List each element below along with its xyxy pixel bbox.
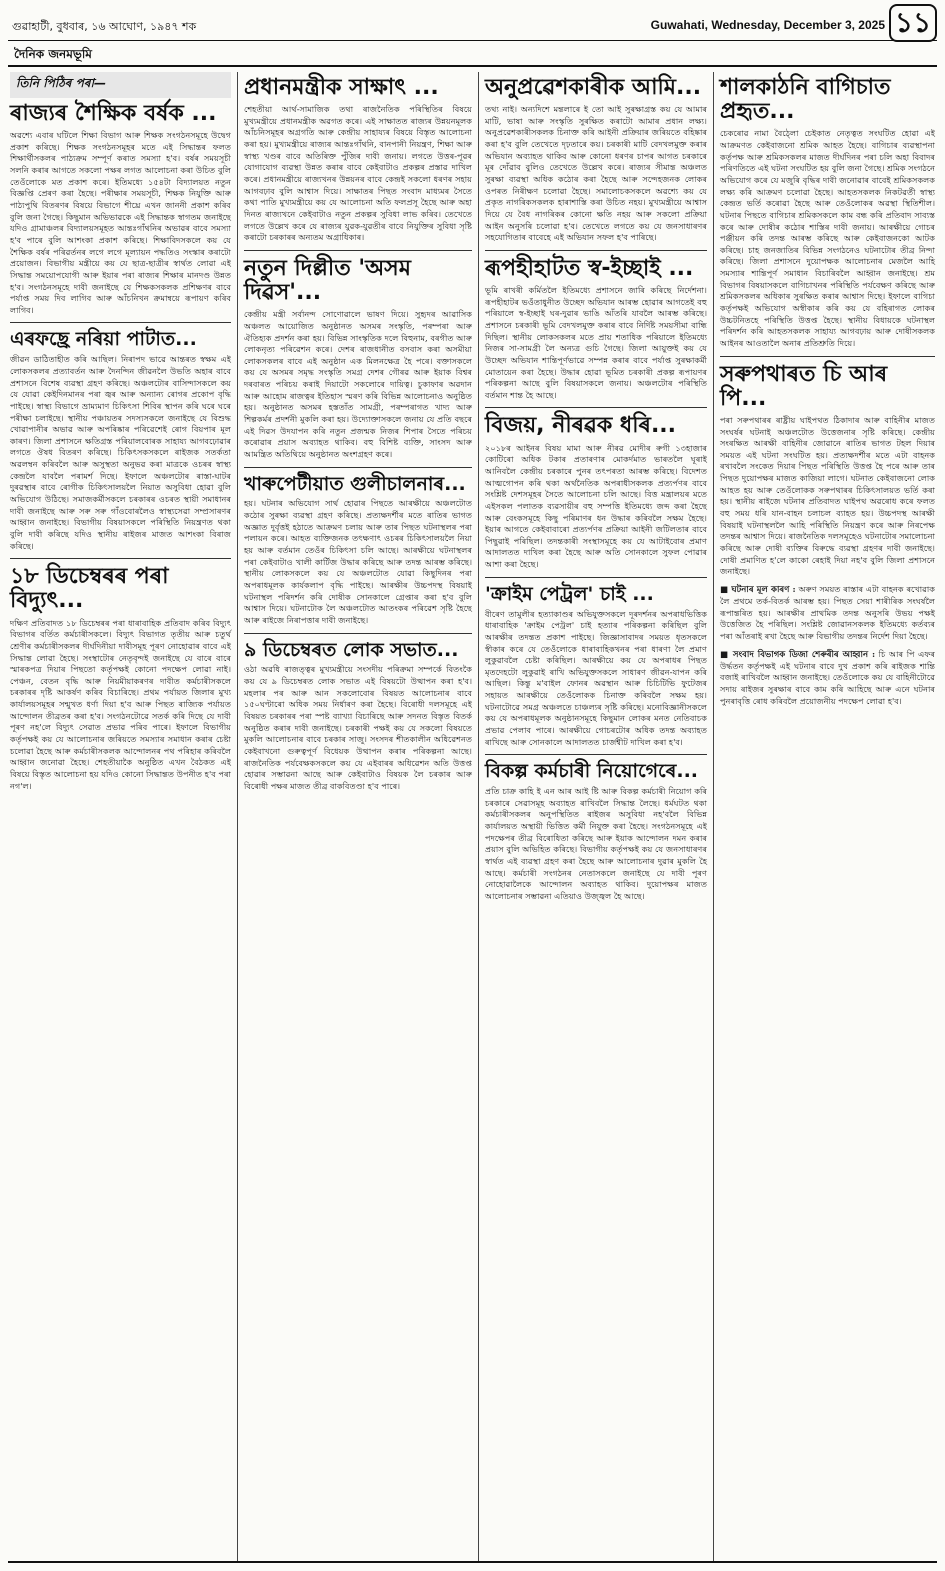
bottom-rule — [8, 1561, 937, 1563]
article-body: হয়। ঘটনাৰ অভিযোগ সাৰ্থ হোৱাৰ পিছতে আৰক্ষীয়ে অঞ্চলটোত কঠোৰ সুৰক্ষা ব্যৱস্থা গ্ৰহণ কৰিছে। প্ৰত্যক্ষদৰ্শীৰ মতে ৰাতিৰ ভাগত অজ্ঞাত দুৰ্বৃত্তই হঠাতে আক্ৰমণ চলায় আৰু তাৰ পিছত ঘটনাস্থলৰ পৰা পলায়ন কৰে। আহত ব্যক্তিজনক তৎক্ষণাৎ ওচৰৰ চিকিৎসালয়লৈ নিয়া হয় আৰু বৰ্তমান তেওঁৰ চিকিৎসা চলি আছে। আৰক্ষীয়ে ঘটনাস্থলৰ পৰা কেইবাটাও খালী কাৰ্টিজ উদ্ধাৰ কৰিছে আৰু তদন্ত আৰম্ভ কৰিছে। স্থানীয় লোকসকলে কয় যে অঞ্চলটোত যোৱা কিছুদিনৰ পৰা অপৰাধমূলক কাৰ্যকলাপ বৃদ্ধি পাইছে। আৰক্ষীৰ উচ্চপদস্থ বিষয়াই ঘটনাস্থল পৰিদৰ্শন কৰি দোষীক সোনকালে গ্ৰেপ্তাৰ কৰা হ'ব বুলি আশ্বাস দিয়ে। ঘটনাটোক লৈ অঞ্চলটোত আতংকৰ পৰিৱেশ সৃষ্টি হৈছে আৰু ৰাইজে নিৰাপত্তাৰ দাবী জনাইছে। — [244, 498, 472, 625]
article-body: ওঠা অৱধি ৰাজত্ত্বৰ মুখ্যমন্ত্ৰীয়ে সংসদীয় পৰিক্ৰমা সম্পৰ্কে বিতংকৈ কয় যে ৯ ডিচেম্বৰত লোক সভাত এই বিষয়টো উত্থাপন কৰা হ'ব। মহলাৰ পৰ আৰু আন সকলোবোৰ বিষয়ত আলোচনাৰ বাবে ১৫০ঘণ্টাৰো অধিক সময় নিৰ্ধাৰণ কৰা হৈছে। বিৰোধী দলসমূহে এই বিষয়ত চৰকাৰৰ পৰা স্পষ্ট ব্যাখ্যা বিচাৰিছে আৰু সদনত বিস্তৃত বিতৰ্ক অনুষ্ঠিত কৰাৰ দাবী জনাইছে। চৰকাৰী পক্ষই কয় যে সকলো বিষয়তে মুকলি আলোচনাৰ বাবে চৰকাৰ সাজু। সংসদৰ শীতকালীন অধিৱেশনত কেইবাখনো গুৰুত্বপূৰ্ণ বিধেয়ক উত্থাপন কৰাৰ পৰিকল্পনা আছে। ৰাজনৈতিক পৰ্যবেক্ষকসকলে কয় যে এইবাৰৰ অধিৱেশন অতি উত্তপ্ত হোৱাৰ সম্ভাৱনা আছে আৰু কেইবাটাও বিষয়ক লৈ চৰকাৰ আৰু বিৰোধী পক্ষৰ মাজত তীব্ৰ বাকবিতণ্ডা হ'ব পাৰে। — [244, 664, 472, 791]
masthead-strip — [8, 43, 937, 67]
column-rule — [237, 72, 238, 1562]
headline: সৰুপথাৰত চি আৰ পি... — [720, 361, 888, 411]
article-body: বীৰেণ তামুলীৰ হত্যাকাণ্ডৰ অভিযুক্তসকলে দূৰদৰ্শনৰ অপৰাধভিত্তিক ধাৰাবাহিক 'ক্ৰাইম পেট্ৰল' চাই হত্যাৰ পৰিকল্পনা কৰিছিল বুলি আৰক্ষীৰ তদন্তত প্ৰকাশ পাইছে। জিজ্ঞাসাবাদৰ সময়ত ধৃতসকলে স্বীকাৰ কৰে যে তেওঁলোকে ধাৰাবাহিকখনৰ পৰা ধাৰণা লৈ প্ৰমাণ লুকুৱাবলৈ চেষ্টা কৰিছিল। আৰক্ষীয়ে কয় যে অপৰাধৰ পিছত মৃতদেহটো লুকুৱাই ৰাখি অভিযুক্তসকলে সাধাৰণ জীৱন-যাপন কৰি আছিল। কিন্তু ম'বাইল ফোনৰ অৱস্থান আৰু চিচিটিভি ফুটেজৰ সহায়ত আৰক্ষীয়ে তেওঁলোকক চিনাক্ত কৰিবলৈ সক্ষম হয়। ঘটনাটোৱে সমগ্ৰ অঞ্চলতে চাঞ্চল্যৰ সৃষ্টি কৰিছে। মনোবিজ্ঞানীসকলে কয় যে অপৰাধমূলক অনুষ্ঠানসমূহে কিছুমান লোকৰ মনত নেতিবাচক প্ৰভাৱ পেলাব পাৰে। আৰক্ষীয়ে গোচৰটোৰ অধিক তদন্ত অব্যাহত ৰাখিছে আৰু সোনকালে আদালতত চাৰ্জশ্বীট দাখিল কৰা হ'ব। — [485, 608, 707, 747]
column-rule — [478, 72, 479, 1562]
headline: বিজয়, নীৰৱক ধৰি... — [485, 413, 677, 439]
subsection-label: ■ ঘটনাৰ মূল কাৰণ : — [720, 584, 796, 595]
headline: প্ৰধানমন্ত্ৰীক সাক্ষাৎ ... — [244, 75, 439, 100]
dateline-assamese: গুৱাহাটী, বুধবাৰ, ১৬ আঘোণ, ১৯৪৭ শক — [12, 20, 197, 33]
divider — [244, 633, 472, 634]
column-1 — [10, 72, 231, 798]
headline: খাৰুপেটীয়াত গুলীচালনাৰ... — [244, 472, 466, 495]
headline: নতুন দিল্লীত 'অসম দিৱস'... — [244, 255, 411, 306]
column-2 — [244, 72, 472, 798]
headline: বিকল্প কৰ্মচাৰী নিয়োগেৰে... — [485, 760, 699, 783]
page-header — [8, 6, 937, 41]
article-body: ২০১৮ৰ আইনৰ বিষয় মামা আৰু নীৰৱ মোদীৰ ৰুগী ১৩হাজাৰ কোটিৰো অধিক টকাৰ প্ৰতাৰণাৰ মোকৰ্দমাত ভাৰতলৈ ঘূৰাই আনিবলৈ কেন্দ্ৰীয় চৰকাৰে পুনৰ তৎপৰতা আৰম্ভ কৰিছে। বিদেশত আত্মগোপন কৰি থকা অৰ্থনৈতিক অপৰাধীসকলক প্ৰত্যৰ্পণৰ বাবে সংশ্লিষ্ট দেশসমূহৰ সৈতে আলোচনা চলি আছে। বিত্ত মন্ত্ৰালয়ৰ মতে এইসকল পলাতক ব্যৱসায়ীৰ বহু সম্পত্তি ইতিমধ্যে জব্দ কৰা হৈছে আৰু বেংকসমূহে কিছু পৰিমাণৰ ধন উদ্ধাৰ কৰিবলৈ সক্ষম হৈছে। ইয়াৰ আগতে কেইবাবাৰো প্ৰত্যৰ্পণৰ প্ৰক্ৰিয়া আইনী জটিলতাৰ বাবে পিছুৱাই পৰিছিল। তদন্তকাৰী সংস্থাসমূহে কয় যে আটাইবোৰ প্ৰমাণ আদালতত দাখিল কৰা হৈছে আৰু অতি সোনকালে সুফল পোৱাৰ আশা কৰা হৈছে। — [485, 442, 707, 570]
divider — [485, 250, 707, 251]
headline: ৰূপহীহাটত স্ব-ইচ্ছাই ... — [485, 255, 694, 281]
subsection — [720, 584, 935, 643]
newspaper-page — [8, 6, 937, 1565]
divider — [244, 250, 472, 251]
article-body: দক্ষিণ প্ৰতিবাদত ১৮ ডিচেম্বৰৰ পৰা ধাৰাবাহিক প্ৰতিবাদ কৰিব বিদ্যুৎ বিভাগৰ বৰ্তিত কৰ্মচাৰীসকলে। বিদ্যুৎ বিভাগত তৃতীয় আৰু চতুৰ্থ শ্ৰেণীৰ কৰ্মচাৰীসকলৰ দীৰ্ঘদিনীয়া দাবীসমূহ পূৰণ নোহোৱাৰ বাবে এই সিদ্ধান্ত লোৱা হৈছে। সংস্থাটোৰ নেতৃবৃন্দই জনাইছে যে বাৰে বাৰে স্মাৰকপত্ৰ দিয়াৰ পিছতো কৰ্তৃপক্ষই কোনো পদক্ষেপ লোৱা নাই। পেঞ্চন, বেতন বৃদ্ধি আৰু নিয়মীয়াকৰণৰ দাবীত কৰ্মচাৰীসকলে চৰকাৰৰ দৃষ্টি আকৰ্ষণ কৰিব বিচাৰিছে। প্ৰথম পৰ্যায়ত জিলাৰ মুখ্য কাৰ্যালয়সমূহৰ সন্মুখত ধৰ্ণা দিয়া হ'ব আৰু পিছত ৰাজ্যিক পৰ্যায়ত আন্দোলন তীব্ৰতৰ কৰা হ'ব। সংগঠনটোৱে সতৰ্ক কৰি দিছে যে দাবী পূৰণ নহ'লে বিদ্যুৎ সেৱাত প্ৰভাৱ পৰিব পাৰে। ইফালে বিভাগীয় কৰ্তৃপক্ষই কয় যে আলোচনাৰ জৰিয়তে সমস্যাৰ সমাধান কৰাৰ চেষ্টা চলোৱা হৈছে আৰু কৰ্মচাৰীসকলক আন্দোলনৰ পথ পৰিহাৰ কৰিবলৈ আহ্বান জনোৱা হৈছে। শেহতীয়াকৈ অনুষ্ঠিত এখন বৈঠকত এই বিষয়ে বিস্তৃত আলোচনা হয় যদিও কোনো সিদ্ধান্তত উপনীত হ'ব পৰা নগ'ল। — [10, 617, 231, 791]
headline: ৯ ডিচেম্বৰত লোক সভাত... — [244, 638, 459, 661]
divider — [485, 754, 707, 755]
subsection-body: চি আৰ পি এফৰ উৰ্দ্ধতন কৰ্তৃপক্ষই এই ঘটনাৰ বাবে দুখ প্ৰকাশ কৰি ৰাইজক শান্তি বজাই ৰাখিবলৈ আহ্বান জনাইছে। তেওঁলোকে কয় যে বাহিনীটোৱে সদায় ৰাইজৰ সুৰক্ষাৰ বাবে কাম কৰি আহিছে আৰু এনে ঘটনাৰ পুনৰাবৃত্তি ৰোধ কৰিবলৈ প্ৰয়োজনীয় পদক্ষেপ লোৱা হ'ব। — [720, 648, 936, 706]
headline: শালকাঠনি বাগিচাত প্ৰহৃত... — [720, 75, 891, 125]
page-number: ১১ — [889, 4, 937, 42]
article-body: কেন্দ্ৰীয় মন্ত্ৰী সৰ্বানন্দ সোণোৱালে ভাষণ দিয়ে। সুহৃদৰ আৱাসিক অঞ্চলত আয়োজিত অনুষ্ঠানত অসমৰ সংস্কৃতি, পৰম্পৰা আৰু ঐতিহ্যক প্ৰদৰ্শন কৰা হয়। বিভিন্ন সাংস্কৃতিক দলে বিহুনাম, বৰগীত আৰু লোকনৃত্য পৰিৱেশন কৰে। দেশৰ ৰাজধানীত বসবাস কৰা অসমীয়া লোকসকলৰ বাবে এই অনুষ্ঠান এক মিলনক্ষেত্ৰ হৈ পৰে। বক্তাসকলে কয় যে অসমৰ সমৃদ্ধ সংস্কৃতি সমগ্ৰ দেশৰ গৌৰৱ আৰু ইয়াক বিশ্বৰ দৰবাৰত পৰিচয় কৰাই দিয়াটো সকলোৰে দায়িত্ব। চুকাফাৰ অৱদান আৰু আহোম ৰাজত্বৰ ইতিহাস স্মৰণ কৰি বিভিন্ন আলোচনাও অনুষ্ঠিত হয়। অনুষ্ঠানত অসমৰ হস্ততাঁত সামগ্ৰী, পৰম্পৰাগত খাদ্য আৰু শিল্পকৰ্মৰ প্ৰদৰ্শনী মুকলি কৰা হয়। উদ্যোক্তাসকলে জনায় যে প্ৰতি বছৰে এই দিৱস উদযাপন কৰি নতুন প্ৰজন্মক নিজৰ শিপাৰ সৈতে পৰিচয় কৰোৱাৰ প্ৰয়াস অব্যাহত থাকিব। বহু বিশিষ্ট ব্যক্তি, সাংসদ আৰু আমন্ত্ৰিত অতিথিয়ে অনুষ্ঠানত অংশগ্ৰহণ কৰে। — [244, 309, 472, 459]
headline: ১৮ ডিচেম্বৰৰ পৰা বিদ্যুৎ... — [10, 564, 169, 614]
subsection-body: অৰুণ সময়ত ৰাস্তাৰ এটা বাহনক ৰখোৱাক লৈ প্ৰথমে তৰ্ক-বিতৰ্ক আৰম্ভ হয়। পিছত সেয়া শাৰীৰিক সংঘৰ্ষলৈ ৰূপান্তৰিত হয়। আৰক্ষীৰ প্ৰাথমিক তদন্ত অনুসৰি উভয় পক্ষই উত্তেজিত হৈ পৰিছিল। সংশ্লিষ্ট জোৱানসকলক ইতিমধ্যে কৰ্তব্যৰ পৰা আঁতৰাই ৰখা হৈছে আৰু বিভাগীয় তদন্তৰ নিৰ্দেশ দিয়া হৈছে। — [720, 583, 935, 641]
headline: অনুপ্ৰৱেশকাৰীক আমি... — [485, 75, 702, 100]
newspaper-brand: দৈনিক জনমভূমি — [14, 47, 92, 61]
divider — [720, 356, 935, 357]
article-body: জীৱন ডাঠিতাহীত কৰি আছিল। নিৰাপদ ভাৱে আন্তৰত স্বক্ষম এই লোকসকলৰ প্ৰত্যাবৰ্তন আৰু দৈনন্দিন জীৱনলৈ উভতি অহাৰ বাবে প্ৰশাসনে বিশেষ ব্যৱস্থা গ্ৰহণ কৰিছে। অঞ্চলটোৰ বাসিন্দাসকলে কয় যে যোৱা কেইদিনমানৰ পৰা জ্বৰ আৰু অন্যান্য ৰোগৰ প্ৰকোপ বৃদ্ধি পাইছে। স্বাস্থ্য বিভাগে ভ্ৰাম্যমাণ চিকিৎসা শিবিৰ স্থাপন কৰি ঘৰে ঘৰে পৰীক্ষা চলাইছে। স্থানীয় পঞ্চায়তৰ সদস্যসকলে জনাইছে যে বিশুদ্ধ খোৱাপানীৰ অভাৱ আৰু অপৰিষ্কাৰ পৰিৱেশেই ৰোগ বিয়পাৰ মূল কাৰণ। জিলা প্ৰশাসনে ক্ষতিগ্ৰস্ত পৰিয়ালবোৰক সাহায্য আগবঢ়োৱাৰ লগতে ঔষধ বিতৰণ কৰিছে। চিকিৎসকসকলে ৰাইজক সতৰ্কতা অৱলম্বন কৰিবলৈ আৰু অসুস্থতা অনুভৱ কৰা মাত্ৰকে ওচৰৰ স্বাস্থ্য কেন্দ্ৰলৈ যাবলৈ পৰামৰ্শ দিছে। ইফালে অঞ্চলটোৰ ৰাস্তা-ঘাটৰ দুৰৱস্থাৰ বাবে ৰোগীক চিকিৎসালয়লৈ নিয়াত অসুবিধা হোৱা বুলি অভিযোগ উঠিছে। সমাজকৰ্মীসকলে চৰকাৰৰ ওচৰত স্থায়ী সমাধানৰ দাবী জনাইছে আৰু সৰু সৰু গাঁওবোৰলৈও স্বাস্থ্যসেৱা সম্প্ৰসাৰণৰ আহ্বান জনাইছে। বিভাগীয় বিষয়াসকলে পৰিস্থিতি নিয়ন্ত্ৰণত থকা বুলি দাবী কৰিছে যদিও স্থানীয় ৰাইজৰ মাজত আশংকা বিৰাজ কৰিছে। — [10, 354, 231, 551]
divider — [485, 407, 707, 408]
subsection — [720, 649, 935, 708]
article-body: তথ্য নাই। অন্যদিশে মন্তলাৰে ই তো আই সুৰক্ষাগ্ৰস্ত কয় যে আমাৰ মাটি, ভাষা আৰু সংস্কৃতি সুৰক্ষিত কৰাটো আমাৰ প্ৰধান লক্ষ্য। অনুপ্ৰৱেশকাৰীসকলক চিনাক্ত কৰি আইনী প্ৰক্ৰিয়াৰ জৰিয়তে বহিষ্কাৰ কৰা হ'ব বুলি তেখেতে দৃঢ়তাৰে কয়। চৰকাৰী মাটি বেদখলমুক্ত কৰাৰ অভিযান অব্যাহত থাকিব আৰু কোনো ধৰণৰ চাপৰ আগত চৰকাৰে মূৰ দোঁৱাব বুলিও তেখেতে উল্লেখ কৰে। ৰাজ্যৰ সীমান্ত অঞ্চলত সুৰক্ষা ব্যৱস্থা অধিক কঠোৰ কৰা হৈছে আৰু সন্দেহজনক লোকৰ ওপৰত নিৰীক্ষণ চলোৱা হৈছে। সমালোচকসকলে অৱশ্যে কয় যে প্ৰকৃত নাগৰিকসকলক হাৰাশাস্তি কৰা উচিত নহয়। মুখ্যমন্ত্ৰীয়ে আশ্বাস দিয়ে যে বৈধ নাগৰিকৰ কোনো ক্ষতি নহয় আৰু সকলো প্ৰক্ৰিয়া আইন অনুসৰি চলোৱা হ'ব। তেখেতে লগতে কয় যে জনসাধাৰণৰ সহযোগিতাৰ বাবেহে এই অভিযান সফল হ'ব পাৰিছে। — [485, 104, 707, 243]
article-body: প্ৰতি চাক্ৰ কাহি ই এন আৰ আই ষ্টি আৰু বিকল্প কৰ্মচাৰী নিয়োগ কৰি চৰকাৰে সেৱাসমূহ অব্যাহত ৰাখিবলৈ সিদ্ধান্ত লৈছে। ধৰ্মঘটত থকা কৰ্মচাৰীসকলৰ অনুপস্থিতিত ৰাইজৰ অসুবিধা নহ'বলৈ বিভিন্ন কাৰ্যালয়ত অস্থায়ী ভিত্তিত কৰ্মী নিযুক্ত কৰা হৈছে। সংগঠনসমূহে এই পদক্ষেপৰ তীব্ৰ বিৰোধিতা কৰিছে আৰু ইয়াক আন্দোলন দমন কৰাৰ প্ৰয়াস বুলি অভিহিত কৰিছে। বিভাগীয় কৰ্তৃপক্ষই কয় যে জনসাধাৰণৰ স্বাৰ্থত এই ব্যৱস্থা গ্ৰহণ কৰা হৈছে আৰু আলোচনাৰ দুৱাৰ মুকলি হৈ আছে। কৰ্মচাৰী সংগঠনৰ নেতাসকলে জনাইছে যে দাবী পূৰণ নোহোৱালৈকে আন্দোলন অব্যাহত থাকিব। দুয়োপক্ষৰ মাজত আলোচনাৰ সম্ভাৱনা এতিয়াও উজ্জ্বল হৈ আছে। — [485, 786, 707, 901]
article-body: অৱশ্যে এবাৰ ঘটিলে শিক্ষা বিভাগ আৰু শিক্ষক সংগঠনসমূহে উদ্বেগ প্ৰকাশ কৰিছে। শিক্ষক সংগঠনসমূহৰ মতে এই সিদ্ধান্তৰ ফলত শিক্ষাৰ্থীসকলৰ পাঠ্যক্ৰম সম্পূৰ্ণ কৰাত সমস্যা হ'ব। বৰ্ষৰ সময়সূচী সলনি কৰাৰ আগতে সকলো পক্ষৰ লগত আলোচনা কৰা উচিত বুলি তেওঁলোকে মত প্ৰকাশ কৰে। ইতিমধ্যে ১৫৪টা বিদ্যালয়ত নতুন বিজ্ঞপ্তি প্ৰেৰণ কৰা হৈছে। পৰীক্ষাৰ সময়সূচী, শিক্ষক নিযুক্তি আৰু পাঠ্যপুথি বিতৰণৰ বিষয়ে বিভাগে শীঘ্ৰে এখন জাননী প্ৰকাশ কৰিব বুলি জনা গৈছে। কিছুমান অভিভাৱকে এই সিদ্ধান্তক স্বাগতম জনাইছে যদিও গ্ৰামাঞ্চলৰ বিদ্যালয়সমূহত আন্তঃগাঁথনিৰ অভাৱৰ বাবে সমস্যা হ'ব পাৰে বুলি আশংকা প্ৰকাশ কৰিছে। শিক্ষাবিদসকলে কয় যে শৈক্ষিক বৰ্ষৰ পৰিৱৰ্তনৰ লগে লগে মূল্যায়ন পদ্ধতিও সংস্কাৰ কৰাটো প্ৰয়োজন। বিভাগীয় মন্ত্ৰীয়ে কয় যে ছাত্ৰ-ছাত্ৰীৰ স্বাৰ্থত লোৱা এই সিদ্ধান্ত সময়োপযোগী আৰু ইয়াৰ পৰা ৰাজ্যৰ শিক্ষাৰ মানদণ্ড উন্নত হ'ব। সংগঠনসমূহে দাবী জনাইছে যে শিক্ষকসকলক প্ৰশিক্ষণৰ বাবে পৰ্যাপ্ত সময় দিব লাগিব আৰু আঁচনিখন ক্ৰমান্বয়ে ৰূপায়ণ কৰিব লাগিব। — [10, 130, 231, 315]
article-body: চেকৰোৱ নামা বৈঠ্লো চেইকাত নেতৃত্বত সংঘটিত হোৱা এই আক্ৰমণত কেইবাজনো শ্ৰমিক আহত হৈছে। বাগিচাৰ ব্যৱস্থাপনা কৰ্তৃপক্ষ আৰু শ্ৰমিকসকলৰ মাজত দীৰ্ঘদিনৰ পৰা চলি অহা বিবাদৰ পৰিণতিতে এই ঘটনা সংঘটিত হয় বুলি জনা গৈছে। শ্ৰমিক সংগঠনে অভিযোগ কৰে যে মজুৰি বৃদ্ধিৰ দাবী জনোৱাৰ বাবেই শ্ৰমিকসকলক লক্ষ্য কৰি আক্ৰমণ চলোৱা হৈছে। আহতসকলক নিকটৱৰ্তী স্বাস্থ্য কেন্দ্ৰত ভৰ্তি কৰোৱা হৈছে আৰু তেওঁলোকৰ অৱস্থা স্থিতিশীল। ঘটনাৰ পিছতে বাগিচাৰ শ্ৰমিকসকলে কাম বন্ধ কৰি প্ৰতিবাদ সাব্যস্ত কৰে আৰু দোষীৰ কঠোৰ শাস্তিৰ দাবী জনায়। আৰক্ষীয়ে গোচৰ পঞ্জীয়ন কৰি তদন্ত আৰম্ভ কৰিছে আৰু কেইবাজনকো আটক কৰিছে। চাহ জনজাতিৰ বিভিন্ন সংগঠনেও ঘটনাটোৰ তীব্ৰ নিন্দা কৰিছে। জিলা প্ৰশাসনে দুয়োপক্ষক আলোচনাৰ মেজলৈ আহি সমস্যাৰ শান্তিপূৰ্ণ সমাধান বিচাৰিবলৈ আহ্বান জনাইছে। শ্ৰম বিভাগৰ বিষয়াসকলে বাগিচাখনৰ পৰিস্থিতি পৰ্যবেক্ষণ কৰিছে আৰু শ্ৰমিকসকলৰ অধিকাৰ সুৰক্ষিত কৰাৰ আশ্বাস দিছে। ইফালে বাগিচা কৰ্তৃপক্ষই অভিযোগ অস্বীকাৰ কৰি কয় যে বহিৰাগত লোকৰ উচ্চটনিতহে পৰিস্থিতি উত্তপ্ত হৈছে। স্থানীয় বিধায়কে ঘটনাস্থল পৰিদৰ্শন কৰি আহতসকলক সাহায্য আগবঢ়ায় আৰু দোষীসকলক আইনৰ আওতালৈ অনাৰ প্ৰতিশ্ৰুতি দিয়ে। — [720, 128, 935, 348]
article-body: ভূমি ৰাখৰী কৰ্মিতলৈ ইতিমধ্যে প্ৰশাসনে জাৰি কৰিছে নিৰ্দেশনা। ৰূপহীহাটৰ ভওঁতাধুনীত উচ্ছেদ অভিযান আৰম্ভ হোৱাৰ আগতেই বহু পৰিয়ালে স্ব-ইচ্ছাই ঘৰ-দুৱাৰ ভাঙি আঁতৰি যাবলৈ আৰম্ভ কৰিছে। প্ৰশাসনে চৰকাৰী ভূমি বেদখলমুক্ত কৰাৰ বাবে নিৰ্দিষ্ট সময়সীমা বান্ধি দিছিল। স্থানীয় লোকসকলৰ মতে প্ৰায় শতাধিক পৰিয়ালে ইতিমধ্যে নিজৰ সা-সামগ্ৰী লৈ অন্যত্ৰ গুচি গৈছে। জিলা আয়ুক্তই কয় যে উচ্ছেদ অভিযান শান্তিপূৰ্ণভাৱে সম্পন্ন কৰাৰ বাবে পৰ্যাপ্ত সুৰক্ষাকৰ্মী মোতায়েন কৰা হৈছে। উদ্ধাৰ হোৱা ভূমিত চৰকাৰী প্ৰকল্প ৰূপায়ণৰ পৰিকল্পনা আছে বুলি বিষয়াসকলে জনায়। অঞ্চলটোৰ পৰিস্থিতি বৰ্তমান শান্ত হৈ আছে। — [485, 285, 707, 400]
headline: এৰফছ্ৰে নৰিয়া পাটাত... — [10, 328, 197, 351]
headline: 'ক্ৰাইম পেট্ৰল' চাই ... — [485, 582, 654, 605]
divider — [485, 577, 707, 578]
article-body: শেহতীয়া আৰ্থ-সামাজিক তথা ৰাজনৈতিক পৰিস্থিতিৰ বিষয়ে মুখ্যমন্ত্ৰীয়ে প্ৰধানমন্ত্ৰীক অৱগত কৰে। এই সাক্ষাতত ৰাজ্যৰ উন্নয়নমূলক আঁচনিসমূহৰ অগ্ৰগতি আৰু কেন্দ্ৰীয় সাহায্যৰ বিষয়ে বিস্তৃত আলোচনা কৰা হয়। মুখ্যমন্ত্ৰীয়ে ৰাজ্যৰ আন্তঃগাঁথনি, বানপানী নিয়ন্ত্ৰণ, শিক্ষা আৰু স্বাস্থ্য খণ্ডৰ বাবে অতিৰিক্ত পুঁজিৰ দাবী জনায়। লগতে উত্তৰ-পূৱৰ যোগাযোগ ব্যৱস্থা উন্নত কৰাৰ বাবে কেইবাটাও প্ৰকল্পৰ প্ৰস্তাৱ দাখিল কৰে। প্ৰধানমন্ত্ৰীয়ে ৰাজ্যখনৰ উন্নয়নৰ বাবে কেন্দ্ৰই সকলো ধৰণৰ সহায় আগবঢ়াব বুলি আশ্বাস দিয়ে। সাক্ষাতৰ পিছত সংবাদ মাধ্যমৰ সৈতে কথা পাতি মুখ্যমন্ত্ৰীয়ে কয় যে আলোচনা অতি ফলপ্ৰসূ হৈছে আৰু অহা দিনত ৰাজ্যখনে কেইবাটাও নতুন প্ৰকল্পৰ সুবিধা লাভ কৰিব। তেখেতে লগতে উল্লেখ কৰে যে ৰাজ্যৰ যুৱক-যুৱতীৰ বাবে নিযুক্তিৰ সুবিধা সৃষ্টি কৰাটো চৰকাৰৰ অন্যতম অগ্ৰাধিকাৰ। — [244, 104, 472, 243]
article-body: পৰা সৰুপথাৰৰ ৰাষ্ট্ৰীয় ঘাইপথত ঠিকাদাৰ আৰু বাহিনীৰ মাজত সংঘৰ্ষৰ ঘটনাই অঞ্চলটোত উত্তেজনাৰ সৃষ্টি কৰিছে। কেন্দ্ৰীয় সংৰক্ষিত আৰক্ষী বাহিনীৰ জোৱানে ৰাতিৰ ভাগত টহল দিয়াৰ সময়ত এই ঘটনা সংঘটিত হয়। প্ৰত্যক্ষদৰ্শীৰ মতে এটা বাহনক ৰখাবলৈ সংকেত দিয়াৰ পিছত পৰিস্থিতি উত্তপ্ত হৈ পৰে আৰু তাৰ পিছত দুয়োপক্ষৰ মাজত কাজিয়া লাগে। ঘটনাত কেইবাজনো লোক আহত হয় আৰু তেওঁলোকক সৰুপথাৰৰ চিকিৎসালয়ত ভৰ্তি কৰা হয়। স্থানীয় ৰাইজে ঘটনাৰ প্ৰতিবাদত ঘাইপথ অৱৰোধ কৰে ফলত বহু সময় ধৰি যান-বাহন চলাচল ব্যাহত হয়। উচ্চপদস্থ আৰক্ষী বিষয়াই ঘটনাস্থললৈ আহি পৰিস্থিতি নিয়ন্ত্ৰণ কৰে আৰু নিৰপেক্ষ তদন্তৰ আশ্বাস দিয়ে। ৰাজনৈতিক দলসমূহেও ঘটনাটোৰ সমালোচনা কৰিছে আৰু দোষী ব্যক্তিৰ বিৰুদ্ধে ব্যৱস্থা গ্ৰহণৰ দাবী জনাইছে। দোষী প্ৰমাণিত হ'লে কাকো ৰেহাই দিয়া নহ'ব বুলি জিলা প্ৰশাসনে জনাইছে। — [720, 414, 935, 577]
headline: ৰাজ্যৰ শৈক্ষিক বৰ্ষক ... — [10, 101, 217, 126]
continued-kicker: তিনি পিঠিৰ পৰা— — [10, 72, 231, 98]
divider — [244, 467, 472, 468]
column-3 — [485, 72, 707, 909]
divider — [10, 558, 231, 559]
dateline-english: Guwahati, Wednesday, December 3, 2025 — [650, 18, 885, 32]
subsection-label: ■ সংবাদ বিভাগক ডিজা শেৰুৰীৰ আহ্বান : — [720, 649, 876, 660]
column-rule — [713, 72, 714, 1562]
divider — [10, 322, 231, 323]
column-4 — [720, 72, 935, 713]
